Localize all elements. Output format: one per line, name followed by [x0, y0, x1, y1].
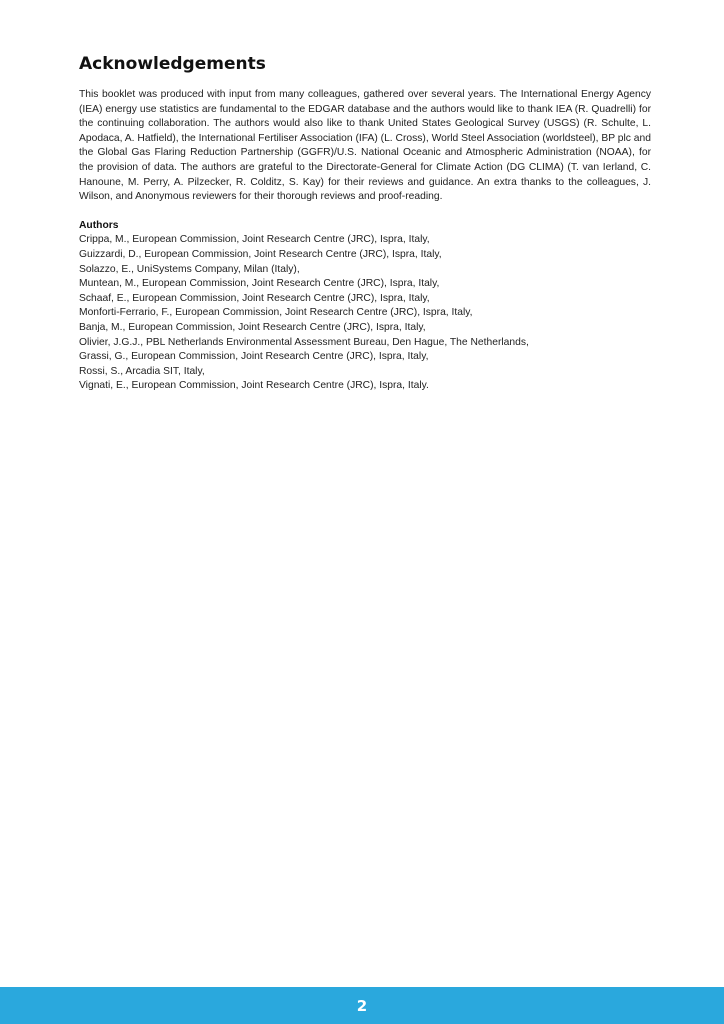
authors-section — [79, 219, 651, 394]
author-item: Muntean, M., European Commission, Joint Research Centre (JRC), Ispra, Italy, — [79, 278, 440, 290]
author-item: Crippa, M., European Commission, Joint Research Centre (JRC), Ispra, Italy, — [79, 234, 430, 246]
page-content — [79, 52, 651, 394]
author-item: Guizzardi, D., European Commission, Joint Research Centre (JRC), Ispra, Italy, — [79, 248, 442, 260]
author-list — [79, 233, 651, 394]
author-item: Olivier, J.G.J., PBL Netherlands Environmental Assessment Bureau, Den Hague, The Netherlands, — [79, 336, 529, 348]
footer-bar — [0, 987, 724, 1024]
author-item: Banja, M., European Commission, Joint Research Centre (JRC), Ispra, Italy, — [79, 321, 426, 333]
acknowledgements-paragraph: This booklet was produced with input from many colleagues, gathered over several years. The International Energy Agency (IEA) energy use statistics are fundamental to the EDGAR database and the authors would like to thank IEA (R. Quadrelli) for the continuing collaboration. The authors would also like to thank United States Geological Survey (USGS) (R. Schulte, L. Apodaca, A. Hatfield), the International Fertiliser Association (IFA) (L. Cross), World Steel Association (worldsteel), BP plc and the Global Gas Flaring Reduction Partnership (GGFR)/U.S. National Oceanic and Atmospheric Administration (NOAA), for the provision of data. The authors are grateful to the Directorate-General for Climate Action (DG CLIMA) (T. van Ierland, C. Hanoune, M. Perry, A. Pilzecker, R. Colditz, S. Kay) for their reviews and guidance. An extra thanks to the colleagues, J. Wilson, and Anonymous reviewers for their thorough reviews and proof-reading. — [79, 89, 651, 203]
page-number: 2 — [356, 996, 368, 1015]
page-title: Acknowledgements — [79, 54, 266, 74]
author-item: Rossi, S., Arcadia SIT, Italy, — [79, 365, 205, 377]
author-item: Solazzo, E., UniSystems Company, Milan (Italy), — [79, 263, 300, 275]
author-item: Monforti-Ferrario, F., European Commission, Joint Research Centre (JRC), Ispra, Italy, — [79, 307, 473, 319]
author-item: Vignati, E., European Commission, Joint Research Centre (JRC), Ispra, Italy. — [79, 380, 429, 392]
authors-heading: Authors — [79, 219, 119, 231]
author-item: Schaaf, E., European Commission, Joint Research Centre (JRC), Ispra, Italy, — [79, 292, 430, 304]
author-item: Grassi, G., European Commission, Joint Research Centre (JRC), Ispra, Italy, — [79, 351, 429, 363]
